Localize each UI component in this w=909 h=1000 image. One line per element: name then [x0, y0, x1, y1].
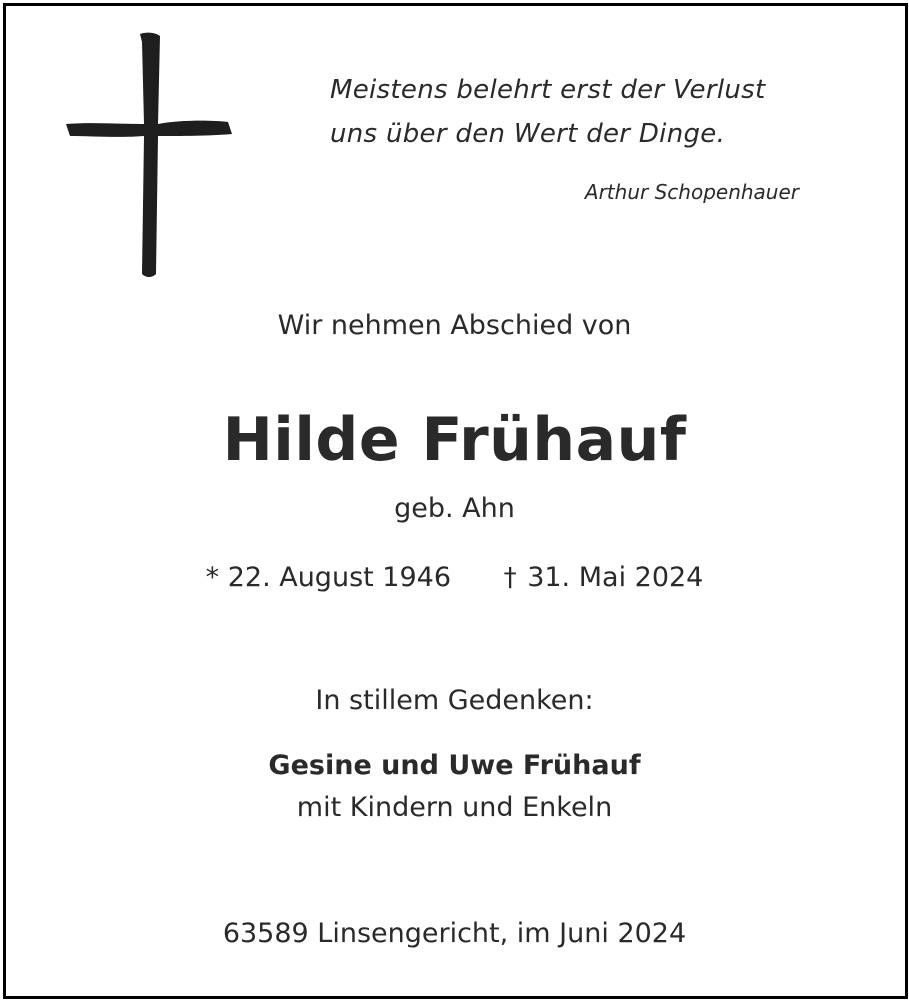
life-dates	[0, 562, 909, 593]
mourners-sub: mit Kindern und Enkeln	[296, 792, 613, 823]
quote-author: Arthur Schopenhauer	[584, 180, 799, 204]
death-cross-icon: †	[503, 563, 517, 593]
mourners-names: Gesine und Uwe Frühauf	[268, 750, 641, 781]
intro-text: Wir nehmen Abschied von	[277, 310, 632, 341]
death-date: 31. Mai 2024	[527, 562, 704, 593]
birth-date: * 22. August 1946	[205, 562, 452, 593]
quote-line-2: uns über den Wert der Dinge.	[330, 119, 726, 149]
quote	[330, 68, 810, 156]
cross-icon	[60, 28, 240, 280]
maiden-name: geb. Ahn	[394, 493, 515, 524]
quote-line-1: Meistens belehrt erst der Verlust	[330, 75, 766, 105]
memory-line: In stillem Gedenken:	[315, 685, 594, 716]
death-date-group	[504, 562, 704, 593]
deceased-name: Hilde Frühauf	[222, 405, 687, 475]
place-date: 63589 Linsengericht, im Juni 2024	[222, 918, 687, 949]
